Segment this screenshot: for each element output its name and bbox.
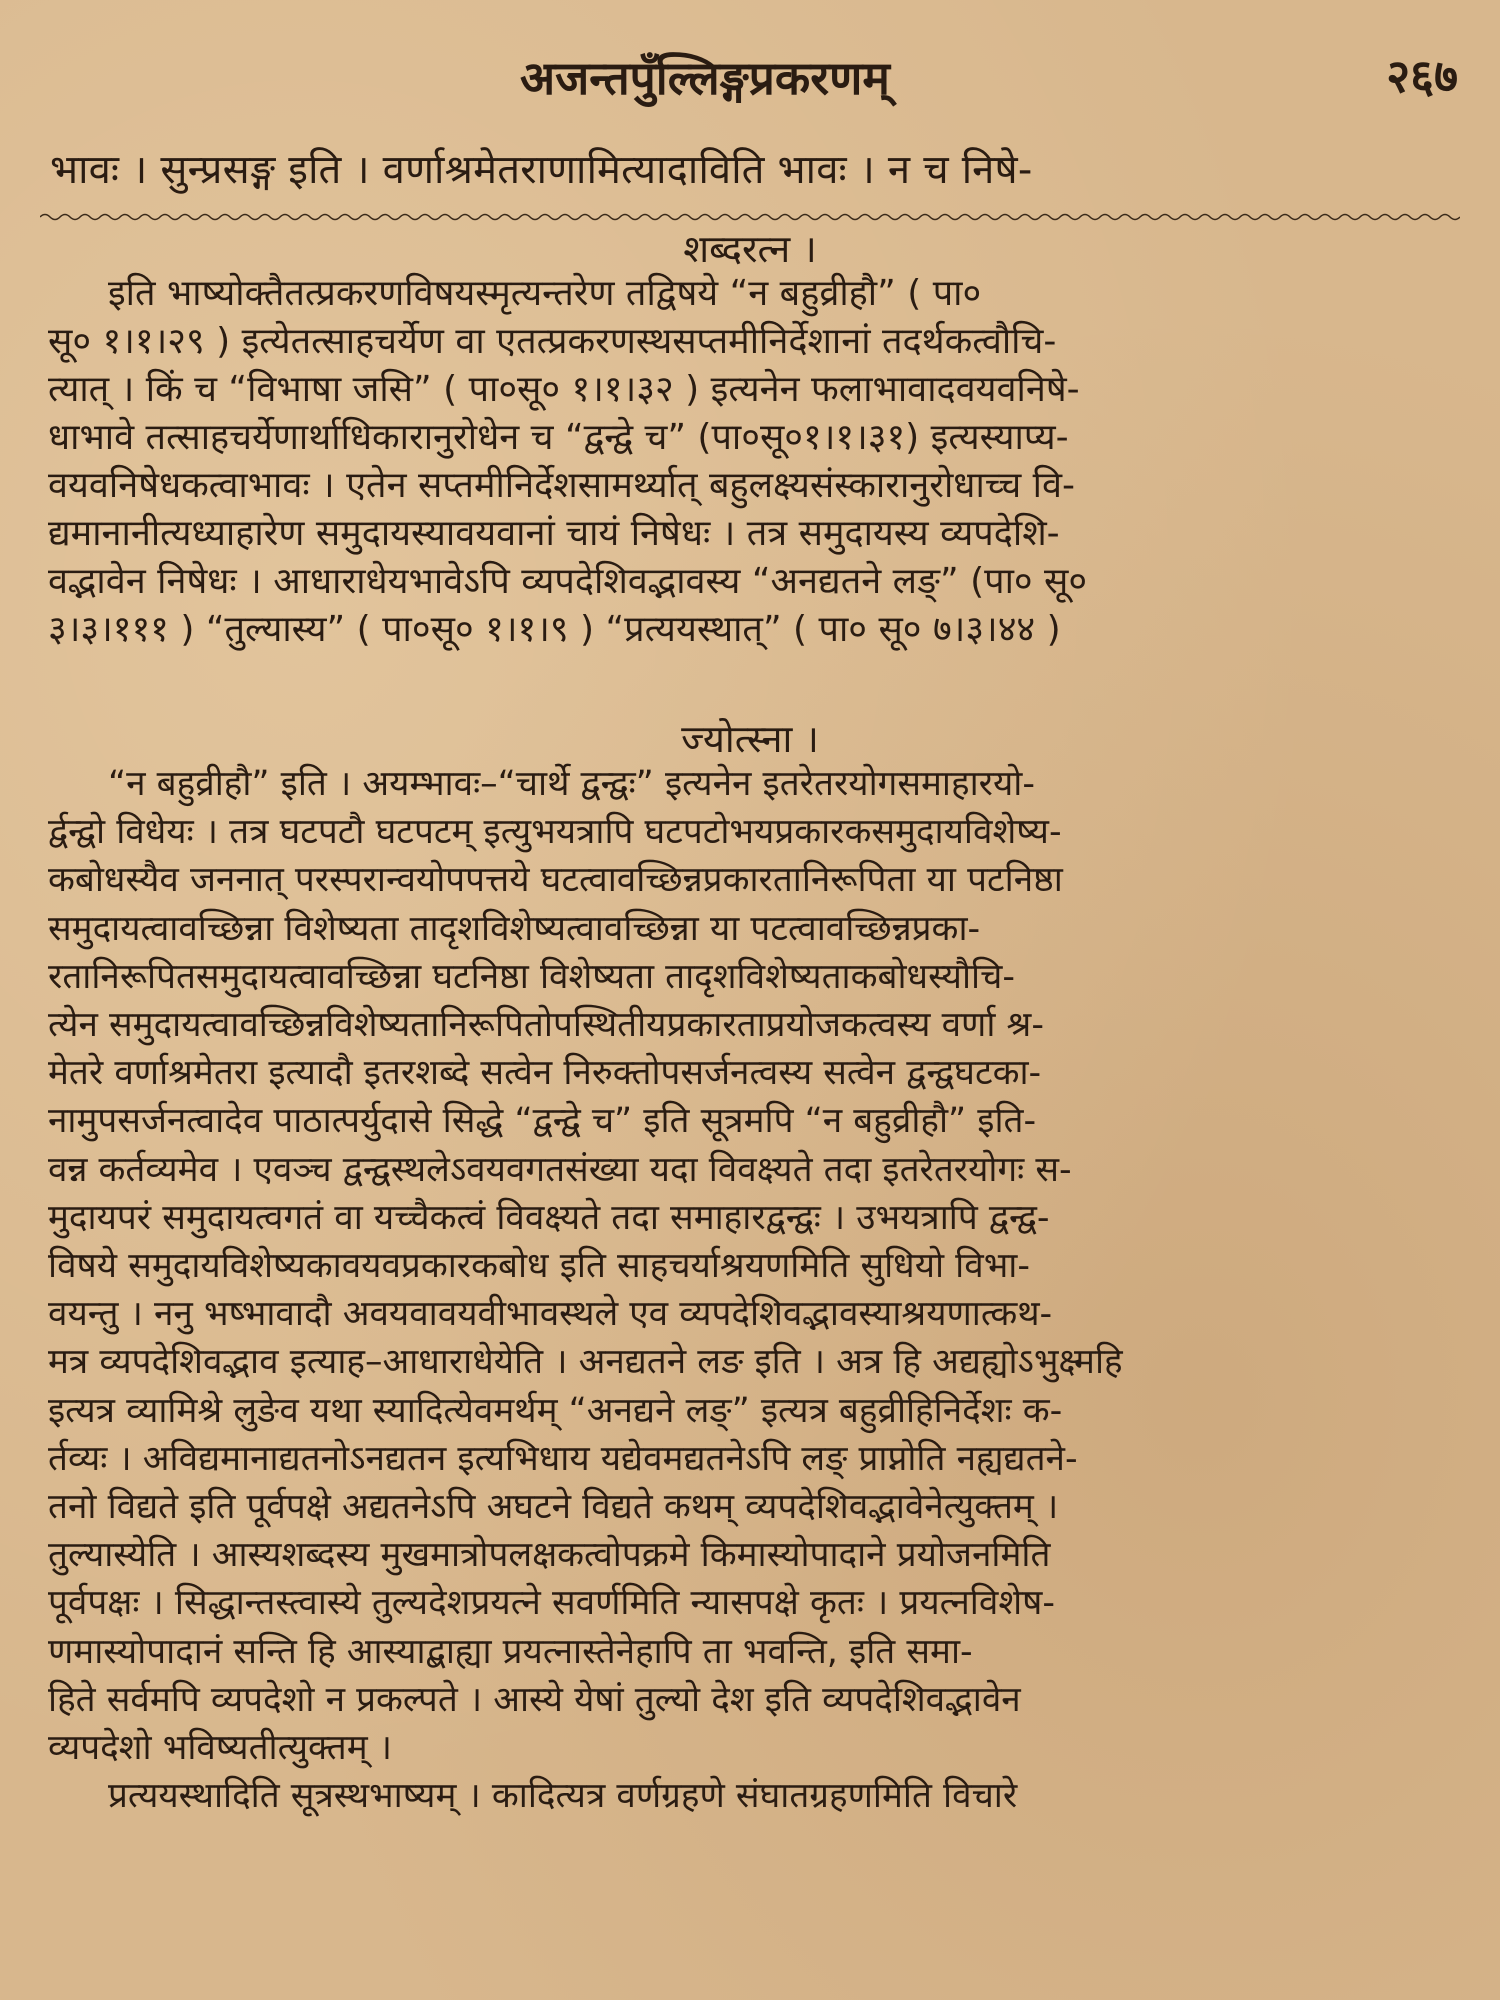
text-line: विषये समुदायविशेष्यकावयवप्रकारकबोध इति साहचर्याश्रयणमिति सुधियो विभा- [48,1246,1031,1287]
text-line: र्द्वन्द्वो विधेयः । तत्र घटपटौ घटपटम् इत्युभयत्रापि घटपटोभयप्रकारकसमुदायविशेष्य- [48,812,1062,853]
text-line: नामुपसर्जनत्वादेव पाठात्पर्युदासे सिद्धे “द्वन्द्वे च” इति सूत्रमपि “न बहुव्रीहौ” इति- [48,1101,1037,1142]
section-heading-shabdaratna: शब्दरत्न । [683,227,817,271]
text-line: तुल्यास्येति । आस्यशब्दस्य मुखमात्रोपलक्षकत्वोपक्रमे किमास्योपादाने प्रयोजनमिति [48,1535,1051,1576]
text-line: रतानिरूपितसमुदायत्वावच्छिन्ना घटनिष्ठा विशेष्यता तादृशविशेष्यताकबोधस्यौचि- [48,956,1015,997]
text-line: वयन्तु । ननु भष्भावादौ अवयवावयवीभावस्थले एव व्यपदेशिवद्भावस्याश्रयणात्कथ- [48,1294,1053,1335]
text-line: र्तव्यः । अविद्यमानाद्यतनोऽनद्यतन इत्यभिधाय यद्येवमद्यतनेऽपि लङ् प्राप्नोति नह्यद्यतने- [48,1438,1078,1479]
wavy-divider [40,212,1460,222]
carry-over-line: भावः । सुन्प्रसङ्ग इति । वर्णाश्रमेतराणामित्यादाविति भावः । न च निषे- [50,147,1033,193]
page-number: २६७ [1386,49,1458,103]
text-line: त्येन समुदायत्वावच्छिन्नविशेष्यतानिरूपितोपस्थितीयप्रकारताप्रयोजकत्वस्य वर्णा श्र- [48,1005,1044,1046]
running-title: अजन्तपुँल्लिङ्गप्रकरणम् [520,51,890,105]
text-line: समुदायत्वावच्छिन्ना विशेष्यता तादृशविशेष्यत्वावच्छिन्ना या पटत्वावच्छिन्नप्रका- [48,908,981,949]
text-line: धाभावे तत्साहचर्येणार्थाधिकारानुरोधेन च “द्वन्द्वे च” (पा०सू०१।१।३१) इत्यस्याप्य- [48,417,1069,458]
text-line: पूर्वपक्षः । सिद्धान्तस्त्वास्ये तुल्यदेशप्रयत्ने सवर्णमिति न्यासपक्षे कृतः । प्रयत्नविशेष- [48,1583,1055,1624]
text-line: व्यपदेशो भविष्यतीत्युक्तम् । [48,1728,393,1769]
text-line: वयवनिषेधकत्वाभावः । एतेन सप्तमीनिर्देशसामर्थ्यात् बहुलक्ष्यसंस्कारानुरोधाच्च वि- [48,465,1075,506]
text-line: द्यमानानीत्यध्याहारेण समुदायस्यावयवानां चायं निषेधः । तत्र समुदायस्य व्यपदेशि- [48,513,1060,554]
jyotsna-text [48,760,1458,1980]
page-header [0,40,1500,110]
text-line: वद्भावेन निषेधः । आधाराधेयभावेऽपि व्यपदेशिवद्भावस्य “अनद्यतने लङ्” (पा० सू० [48,561,1088,602]
shabdaratna-text [48,270,1458,680]
text-line: मेतरे वर्णाश्रमेतरा इत्यादौ इतरशब्दे सत्वेन निरुक्तोपसर्जनत्वस्य सत्वेन द्वन्द्वघटका- [48,1053,1042,1094]
text-line: ३।३।१११ ) “तुल्यास्य” ( पा०सू० १।१।९ ) “प्रत्ययस्थात्” ( पा० सू० ७।३।४४ ) [48,609,1061,650]
text-line: त्यात् । किं च “विभाषा जसि” ( पा०सू० १।१।३२ ) इत्यनेन फलाभावादवयवनिषे- [48,369,1080,410]
text-line: “न बहुव्रीहौ” इति । अयम्भावः–“चार्थे द्वन्द्वः” इत्यनेन इतरेतरयोगसमाहारयो- [108,764,1035,804]
text-line: मुदायपरं समुदायत्वगतं वा यच्चैकत्वं विवक्ष्यते तदा समाहारद्वन्द्वः । उभयत्रापि द्वन्द्व- [48,1197,1050,1238]
text-line: इत्यत्र व्यामिश्रे लुङेव यथा स्यादित्येवमर्थम् “अनद्यने लङ्” इत्यत्र बहुव्रीहिनिर्देशः क- [48,1390,1063,1431]
text-line: कबोधस्यैव जननात् परस्परान्वयोपपत्तये घटत्वावच्छिन्नप्रकारतानिरूपिता या पटनिष्ठा [48,860,1063,901]
text-line: तनो विद्यते इति पूर्वपक्षे अद्यतनेऽपि अघटने विद्यते कथम् व्यपदेशिवद्भावेनेत्युक्तम् । [48,1487,1059,1528]
text-line: णमास्योपादानं सन्ति हि आस्याद्बाह्या प्रयत्नास्तेनेहापि ता भवन्ति, इति समा- [48,1631,973,1672]
text-line: इति भाष्योक्तैतत्प्रकरणविषयस्मृत्यन्तरेण तद्विषये “न बहुव्रीहौ” ( पा० [108,273,982,314]
text-line: वन्न कर्तव्यमेव । एवञ्च द्वन्द्वस्थलेऽवयवगतसंख्या यदा विवक्ष्यते तदा इतरेतरयोगः स- [48,1149,1072,1190]
text-line: मत्र व्यपदेशिवद्भाव इत्याह–आधाराधेयेति । अनद्यतने लङ इति । अत्र हि अद्यह्योऽभुक्ष्महि [48,1342,1123,1383]
text-line: सू० १।१।२९ ) इत्येतत्साहचर्येण वा एतत्प्रकरणस्थसप्तमीनिर्देशानां तदर्थकत्वौचि- [48,321,1057,362]
section-heading-jyotsna: ज्योत्स्ना । [681,717,819,761]
text-line: हिते सर्वमपि व्यपदेशो न प्रकल्पते । आस्ये येषां तुल्यो देश इति व्यपदेशिवद्भावेन [48,1679,1021,1720]
text-line: प्रत्ययस्थादिति सूत्रस्थभाष्यम् । कादित्यत्र वर्णग्रहणे संघातग्रहणमिति विचारे [108,1776,1018,1817]
